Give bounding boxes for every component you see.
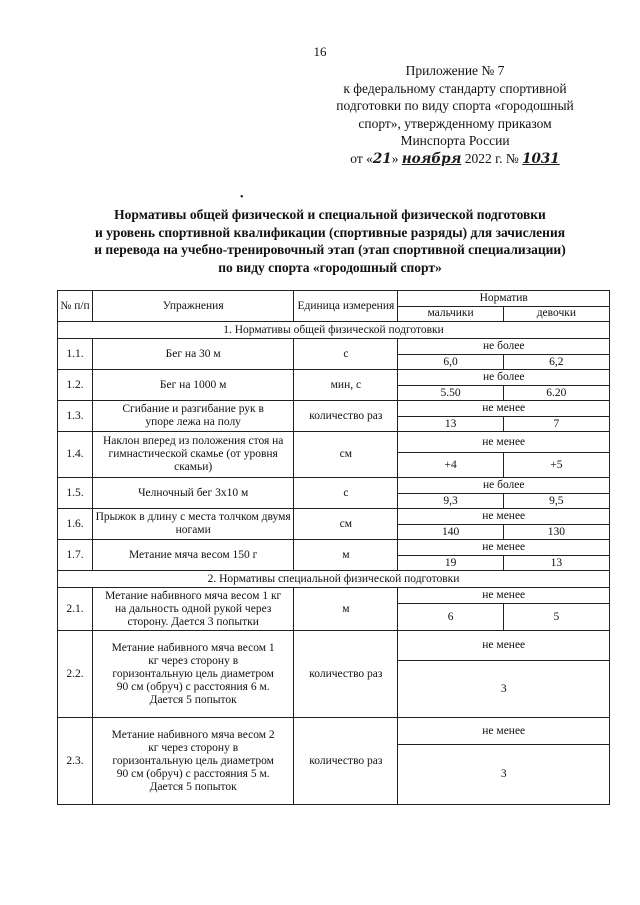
table-row [58, 509, 610, 525]
table-row [58, 432, 610, 453]
table-row [58, 401, 610, 417]
title-line: Нормативы общей физической и специальной физической подготовки [114, 207, 546, 222]
appendix-line: спорт», утвержденному приказом [358, 115, 552, 131]
title-line: и уровень спортивной квалификации (спортивные разряды) для зачисления [94, 224, 566, 240]
row-num: 1.7. [58, 540, 93, 571]
row-girls: 130 [503, 525, 609, 540]
order-day-handwritten: 21 [372, 150, 392, 167]
row-unit: м [294, 588, 398, 631]
row-unit: количество раз [294, 631, 398, 718]
row-girls: 6.20 [503, 386, 609, 401]
row-num: 1.5. [58, 478, 93, 509]
row-unit: с [294, 478, 398, 509]
row-both: 3 [398, 661, 610, 718]
row-num: 1.2. [58, 370, 93, 401]
row-condition: не более [398, 339, 610, 355]
row-num: 2.2. [58, 631, 93, 718]
row-boys: 6,0 [398, 355, 503, 370]
table-row [58, 478, 610, 494]
row-girls: 6,2 [503, 355, 609, 370]
row-girls: +5 [503, 453, 609, 478]
row-num: 1.4. [58, 432, 93, 478]
row-exercise: Сгибание и разгибание рук в упоре лежа на полу [93, 401, 294, 432]
appendix-line: подготовки по виду спорта «городошный [336, 98, 574, 113]
row-condition: не менее [398, 718, 610, 745]
row-exercise: Бег на 30 м [93, 339, 294, 370]
row-unit: см [294, 509, 398, 540]
order-number-handwritten: 1031 [522, 150, 560, 167]
table-row [58, 588, 610, 604]
document-title [30, 206, 630, 276]
row-condition: не более [398, 478, 610, 494]
header-boys: мальчики [398, 306, 503, 322]
header-num: № п/п [58, 291, 93, 322]
table-row [58, 718, 610, 745]
row-boys: 5.50 [398, 386, 503, 401]
row-condition: не менее [398, 631, 610, 661]
row-num: 1.3. [58, 401, 93, 432]
row-num: 1.6. [58, 509, 93, 540]
order-month-handwritten: ноября [401, 150, 462, 167]
row-girls: 7 [503, 417, 609, 432]
section-title: 1. Нормативы общей физической подготовки [58, 322, 610, 339]
appendix-line: Минспорта России [400, 133, 510, 148]
row-boys: 6 [398, 604, 503, 631]
header-row [58, 291, 610, 307]
title-line: и перевода на учебно-тренировочный этап (этап спортивной специализации) [94, 242, 566, 257]
order-mid: » [391, 150, 399, 166]
section-row [58, 322, 610, 339]
row-num: 1.1. [58, 339, 93, 370]
header-exercise: Упражнения [93, 291, 294, 322]
appendix-line: Приложение № 7 [405, 63, 505, 78]
page-number: 16 [313, 44, 327, 59]
row-unit: см [294, 432, 398, 478]
table-row [58, 540, 610, 556]
section-title: 2. Нормативы специальной физической подготовки [58, 571, 610, 588]
row-condition: не менее [398, 540, 610, 556]
row-condition: не менее [398, 432, 610, 453]
norms-table [57, 290, 610, 805]
row-condition: не менее [398, 588, 610, 604]
row-exercise: Метание набивного мяча весом 2 кг через сторону в горизонтальную цель диаметром 90 см (обруч) с расстояния 5 м. Дается 5 попыток [93, 718, 294, 805]
row-exercise: Челночный бег 3х10 м [93, 478, 294, 509]
table-row [58, 631, 610, 661]
row-boys: 140 [398, 525, 503, 540]
stray-mark: • [240, 192, 244, 203]
table-row [58, 370, 610, 386]
row-boys: 19 [398, 556, 503, 571]
title-line: по виду спорта «городошный спорт» [218, 259, 442, 275]
row-exercise: Прыжок в длину с места толчком двумя ногами [93, 509, 294, 540]
row-exercise: Наклон вперед из положения стоя на гимнастической скамье (от уровня скамьи) [93, 432, 294, 478]
header-unit: Единица измерения [294, 291, 398, 322]
row-boys: 13 [398, 417, 503, 432]
order-line [300, 150, 610, 169]
row-girls: 5 [503, 604, 609, 631]
row-unit: м [294, 540, 398, 571]
row-unit: количество раз [294, 401, 398, 432]
row-boys: 9,3 [398, 494, 503, 509]
order-year: 2022 г. № [461, 150, 523, 166]
section-row [58, 571, 610, 588]
row-exercise: Метание мяча весом 150 г [93, 540, 294, 571]
order-prefix: от « [350, 150, 373, 166]
row-condition: не менее [398, 509, 610, 525]
row-unit: мин, с [294, 370, 398, 401]
header-norm: Норматив [398, 291, 610, 307]
row-exercise: Метание набивного мяча весом 1 кг через сторону в горизонтальную цель диаметром 90 см (обруч) с расстояния 6 м. Дается 5 попыток [93, 631, 294, 718]
row-exercise: Метание набивного мяча весом 1 кг на дальность одной рукой через сторону. Дается 3 попытки [93, 588, 294, 631]
row-boys: +4 [398, 453, 503, 478]
appendix-block [300, 62, 610, 168]
row-unit: с [294, 339, 398, 370]
row-unit: количество раз [294, 718, 398, 805]
row-exercise: Бег на 1000 м [93, 370, 294, 401]
row-girls: 13 [503, 556, 609, 571]
header-girls: девочки [503, 306, 609, 322]
row-condition: не более [398, 370, 610, 386]
row-girls: 9,5 [503, 494, 609, 509]
row-num: 2.3. [58, 718, 93, 805]
row-condition: не менее [398, 401, 610, 417]
row-num: 2.1. [58, 588, 93, 631]
appendix-line: к федеральному стандарту спортивной [343, 80, 567, 96]
table-row [58, 339, 610, 355]
row-both: 3 [398, 745, 610, 805]
